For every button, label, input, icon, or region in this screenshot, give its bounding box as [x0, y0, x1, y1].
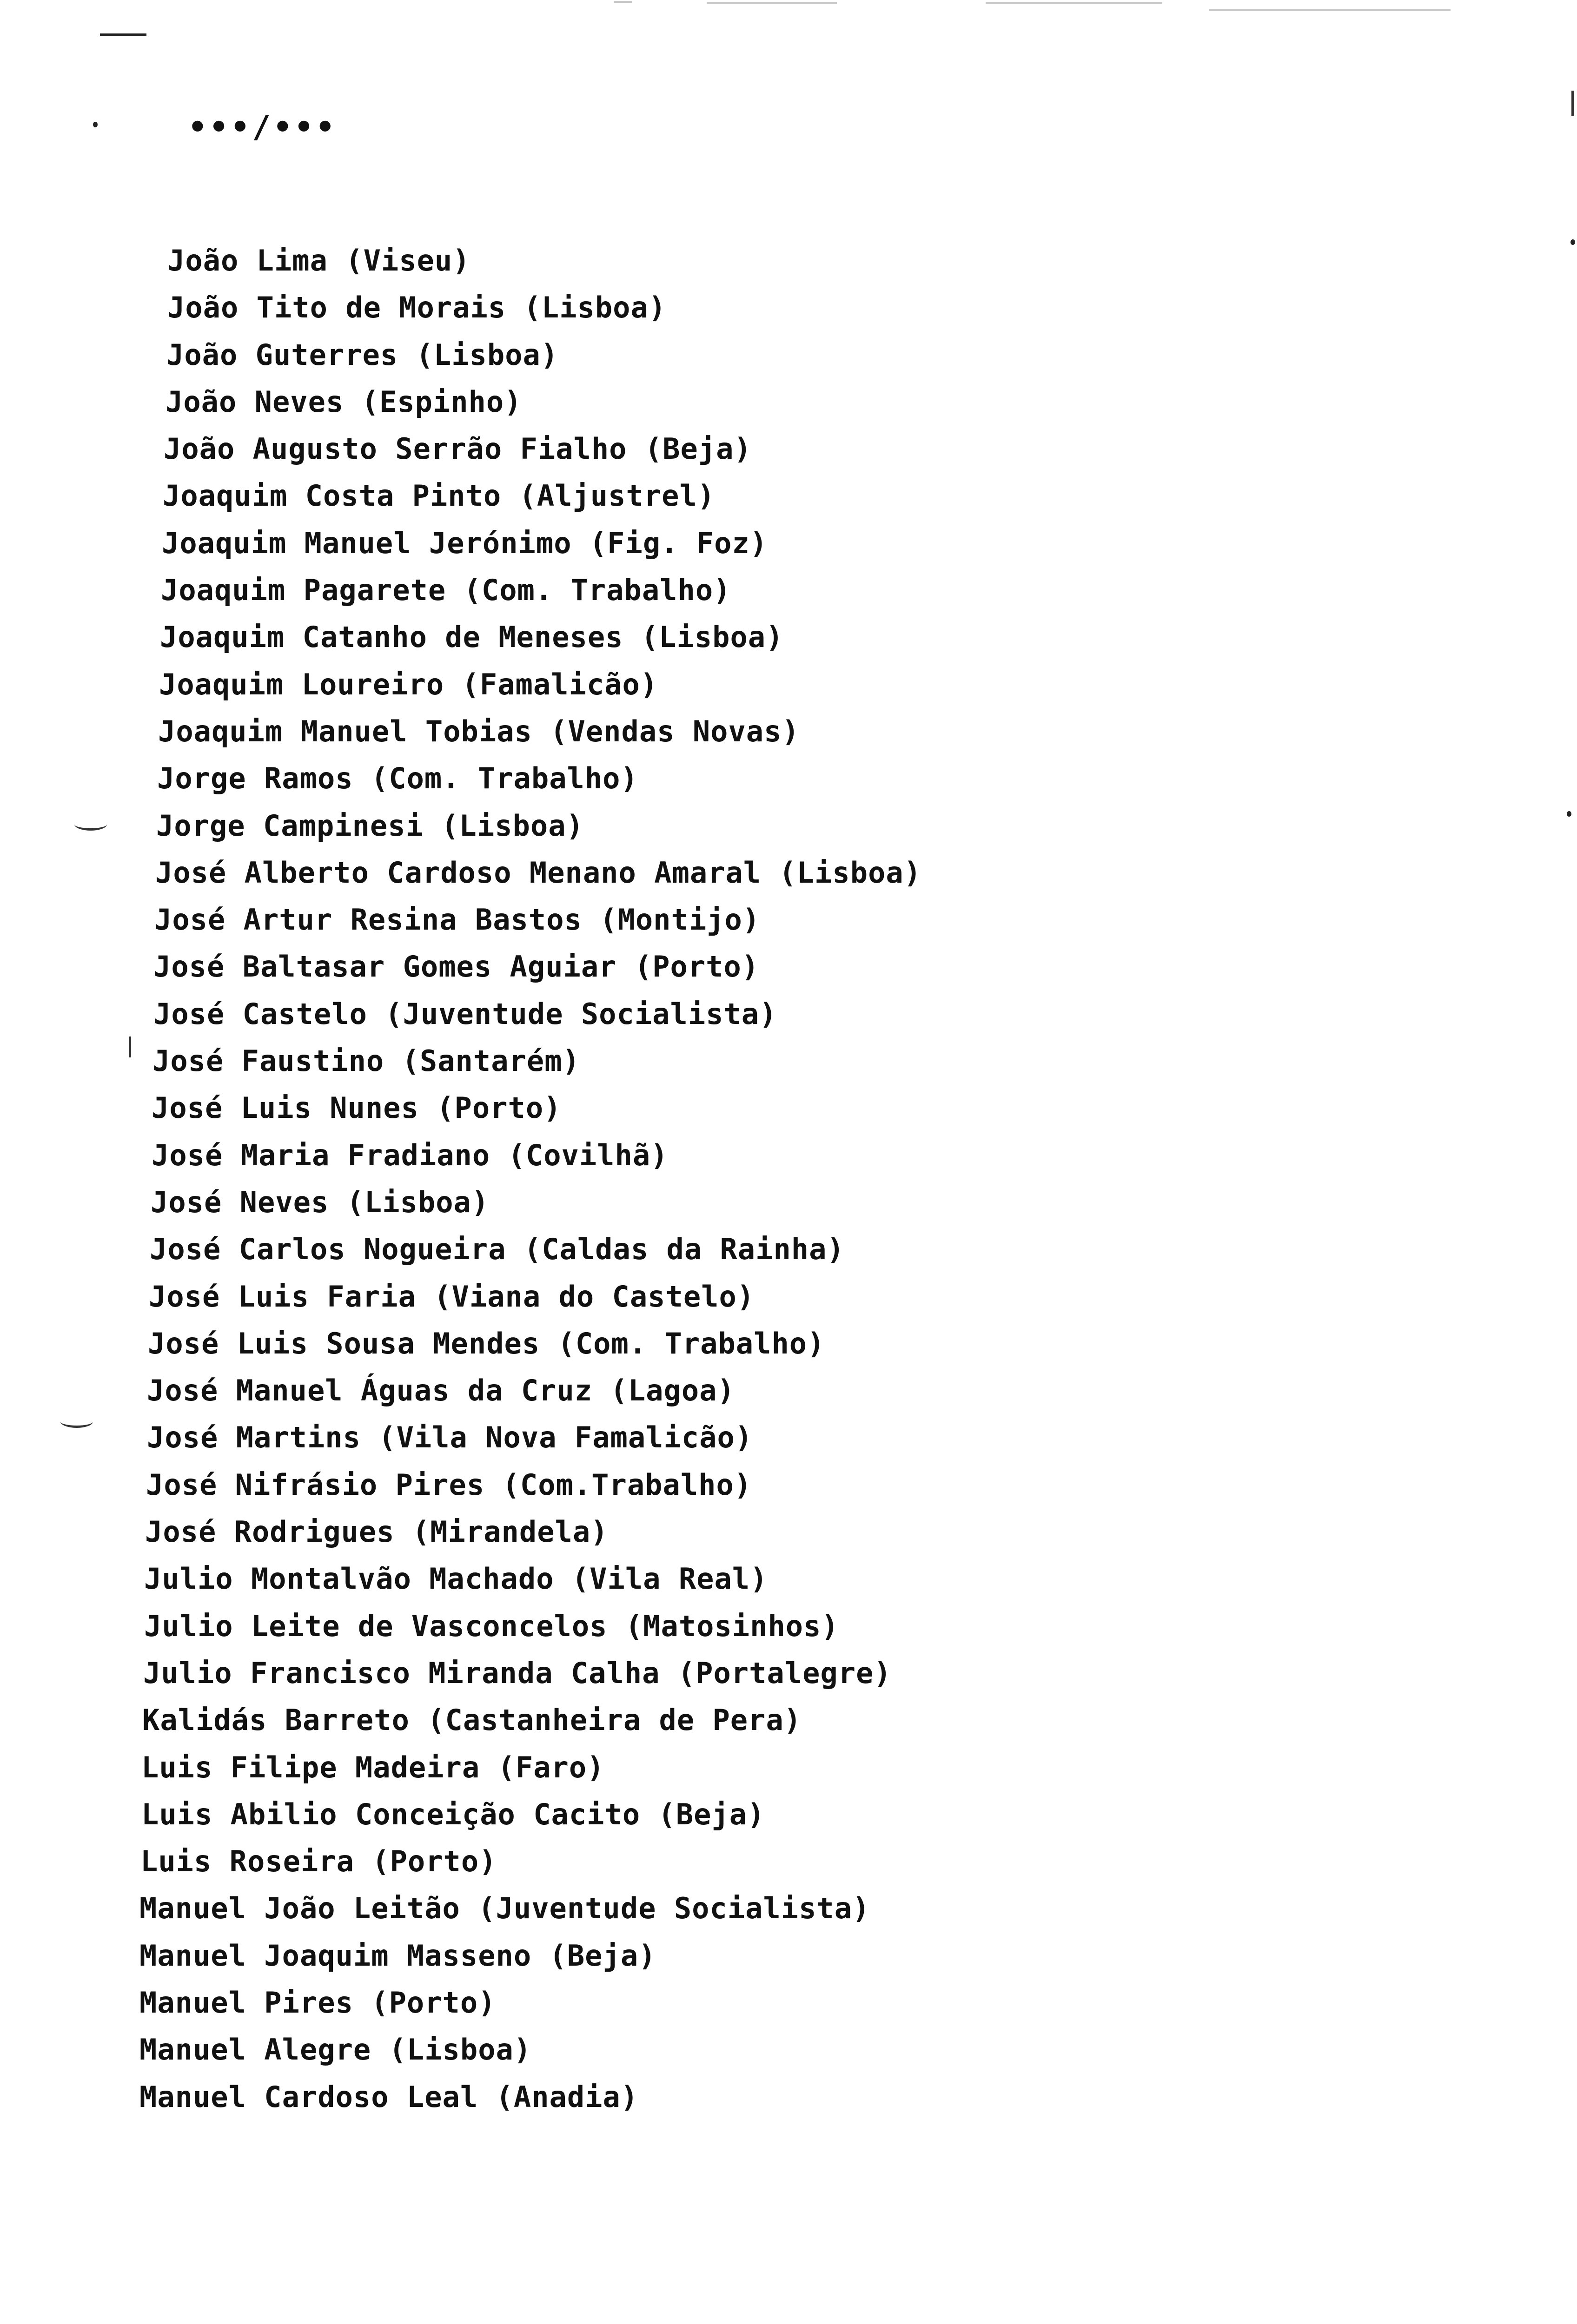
scan-artifact-line [1209, 9, 1451, 11]
list-item: João Tito de Morais (Lisboa) [167, 290, 667, 325]
margin-dash-mark [100, 33, 146, 36]
list-item: José Luis Sousa Mendes (Com. Trabalho) [148, 1326, 825, 1360]
margin-curve-mark [60, 1415, 93, 1428]
list-item: João Guterres (Lisboa) [166, 337, 559, 372]
list-item: Manuel Pires (Porto) [139, 1985, 496, 2020]
margin-tick-mark [129, 1037, 131, 1057]
list-item: José Rodrigues (Mirandela) [145, 1515, 609, 1549]
scan-artifact-line [614, 1, 632, 3]
scan-artifact-line [707, 2, 837, 4]
list-item: José Nifrásio Pires (Com.Trabalho) [146, 1467, 752, 1502]
right-edge-mark [1571, 91, 1574, 116]
margin-dot-mark [93, 122, 98, 127]
list-item: João Lima (Viseu) [167, 244, 470, 277]
continuation-mark: •••/••• [188, 109, 338, 145]
right-edge-dot [1570, 239, 1575, 245]
list-item: João Neves (Espinho) [166, 384, 522, 419]
list-item: José Neves (Lisboa) [151, 1185, 490, 1219]
list-item: Joaquim Catanho de Meneses (Lisboa) [160, 620, 784, 654]
list-item: Julio Leite de Vasconcelos (Matosinhos) [144, 1609, 839, 1643]
list-item: Luis Abilio Conceição Cacito (Beja) [141, 1797, 765, 1831]
list-item: Jorge Ramos (Com. Trabalho) [157, 761, 638, 796]
list-item: Julio Montalvão Machado (Vila Real) [144, 1562, 768, 1596]
list-item: Joaquim Pagarete (Com. Trabalho) [161, 573, 731, 607]
list-item: Manuel João Leitão (Juventude Socialista) [139, 1891, 870, 1926]
list-item: Joaquim Manuel Tobias (Vendas Novas) [158, 714, 800, 748]
list-item: José Luis Nunes (Porto) [152, 1091, 562, 1125]
right-edge-dot [1567, 811, 1571, 817]
list-item: Joaquim Manuel Jerónimo (Fig. Foz) [162, 526, 768, 560]
list-item: Kalidás Barreto (Castanheira de Pera) [142, 1703, 802, 1737]
list-item: José Alberto Cardoso Menano Amaral (Lisboa) [155, 855, 922, 890]
list-item: José Castelo (Juventude Socialista) [153, 997, 777, 1031]
list-item: Luis Filipe Madeira (Faro) [141, 1750, 605, 1784]
list-item: Manuel Joaquim Masseno (Beja) [139, 1938, 656, 1973]
name-list [139, 237, 921, 2120]
list-item: João Augusto Serrão Fialho (Beja) [164, 432, 752, 466]
list-item: Manuel Alegre (Lisboa) [139, 2033, 532, 2067]
list-item: José Martins (Vila Nova Famalicão) [147, 1420, 753, 1455]
list-item: José Carlos Nogueira (Caldas da Rainha) [150, 1232, 845, 1267]
list-item: Manuel Cardoso Leal (Anadia) [139, 2080, 639, 2114]
list-item: José Baltasar Gomes Aguiar (Porto) [153, 950, 760, 984]
list-item: Julio Francisco Miranda Calha (Portalegre) [143, 1656, 892, 1690]
list-item: José Maria Fradiano (Covilhã) [152, 1138, 669, 1172]
list-item: José Manuel Águas da Cruz (Lagoa) [147, 1373, 735, 1408]
list-item: Luis Roseira (Porto) [140, 1844, 497, 1879]
list-item: José Faustino (Santarém) [152, 1044, 580, 1078]
list-item: Joaquim Loureiro (Famalicão) [159, 667, 658, 701]
list-item: José Luis Faria (Viana do Castelo) [149, 1279, 755, 1314]
list-item: José Artur Resina Bastos (Montijo) [154, 903, 761, 937]
list-item: Joaquim Costa Pinto (Aljustrel) [163, 479, 716, 513]
scan-artifact-line [986, 2, 1162, 4]
margin-curve-mark [74, 818, 107, 831]
list-item: Jorge Campinesi (Lisboa) [156, 808, 584, 843]
